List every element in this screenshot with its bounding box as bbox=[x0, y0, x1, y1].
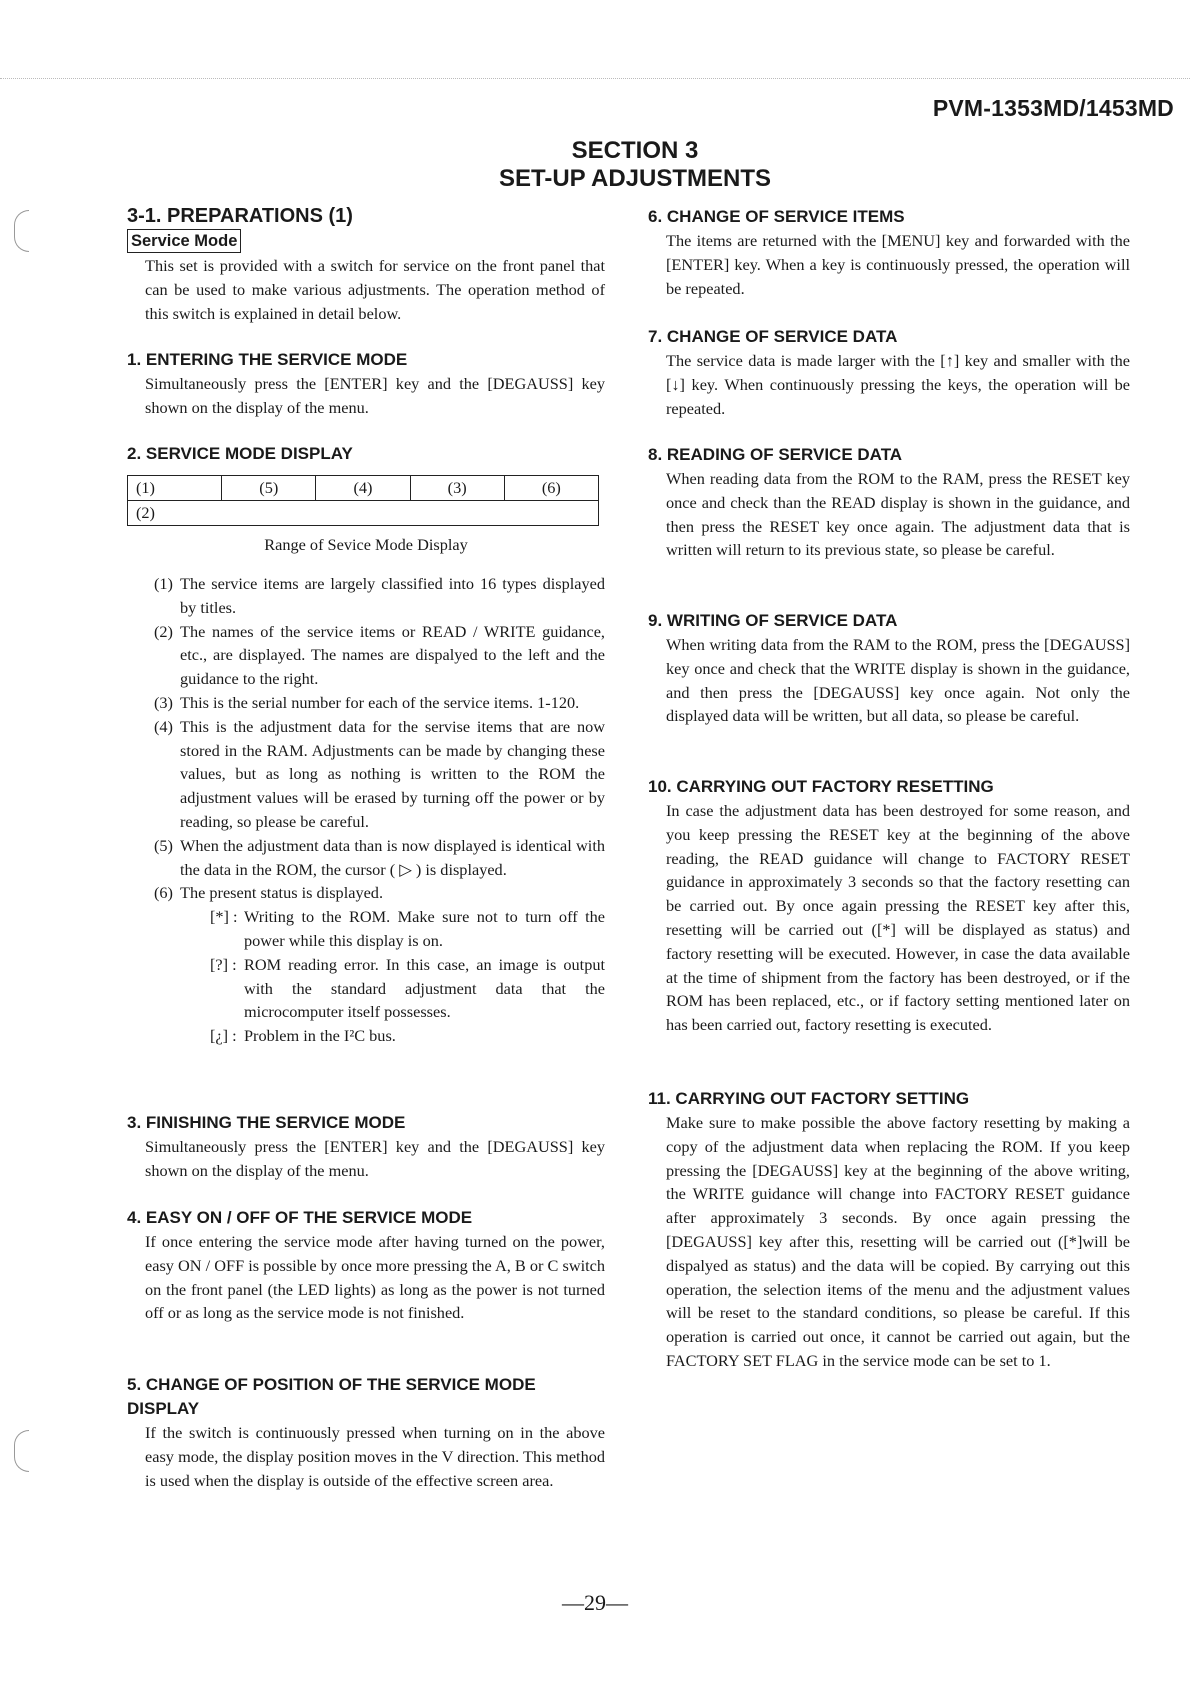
section-factory-resetting bbox=[648, 775, 1130, 1037]
section-heading: 2. SERVICE MODE DISPLAY bbox=[127, 444, 353, 463]
item-text: The service items are largely classified into 16 types displayed by titles. bbox=[180, 574, 605, 617]
preparations-section bbox=[127, 204, 605, 325]
section-change-service-data bbox=[648, 325, 1130, 420]
section-heading: 1. ENTERING THE SERVICE MODE bbox=[127, 350, 408, 369]
item-text: The names of the service items or READ / WRITE guidance, etc., are displayed. The names are dispalyed to the left and the guidance to the right. bbox=[180, 621, 605, 689]
item-number: (4) bbox=[154, 716, 173, 736]
status-item bbox=[210, 953, 605, 1024]
page-number: —29— bbox=[562, 1590, 628, 1615]
display-range-table bbox=[127, 475, 599, 526]
item-text: This is the serial number for each of the service items. 1-120. bbox=[180, 692, 580, 712]
section-writing-service-data bbox=[648, 609, 1130, 728]
status-item bbox=[210, 905, 605, 953]
section-number: SECTION 3 bbox=[571, 137, 699, 164]
section-heading: 5. CHANGE OF POSITION OF THE SERVICE MODE DISPLAY bbox=[127, 1375, 536, 1418]
paragraph: Make sure to make possible the above factory resetting by making a copy of the adjustment data when replacing the ROM. If you keep pressing the [DEGAUSS] key at the beginning of the above writing, the WRITE guidance will change into FACTORY RESET guidance after approximately 3 seconds. By once again pressing the [DEGAUSS] key after this, resetting will be carried out ([*]will be dispalyed as status) and the data will be copied. By carrying out this operation, the selection items of the menu and the adjustment values will be reset to the standard conditions, so please be careful. If this operation is carried out once, it cannot be carried out again, but the FACTORY SET FLAG in the service mode can be set to 1. bbox=[666, 1113, 1130, 1370]
section-change-service-items bbox=[648, 205, 1130, 300]
section-change-position bbox=[127, 1373, 605, 1492]
paragraph: In case the adjustment data has been destroyed for some reason, and you keep pressing the RESET key at the beginning of the above reading, the READ guidance will change to FACTORY RESET guidance in approximately 3 seconds so that the factory resetting can be carried out. By once again pressing the RESET key after this, resetting will be carried out ([*] will be displayed as status) and factory resetting will be executed. However, in case the data available at the time of shipment from the factory has been destroyed, or if the ROM has been replaced, etc., or if factory setting mentioned later on has been carried out, factory resetting is executed. bbox=[666, 801, 1130, 1035]
status-text: Writing to the ROM. Make sure not to turn off the power while this display is on. bbox=[244, 907, 605, 950]
section-heading: 3-1. PREPARATIONS (1) bbox=[127, 205, 353, 227]
section-heading: 6. CHANGE OF SERVICE ITEMS bbox=[648, 207, 905, 226]
item-text: When the adjustment data than is now displayed is identical with the data in the ROM, the cursor ( ▷ ) is displayed. bbox=[180, 835, 605, 879]
service-mode-label: Service Mode bbox=[127, 229, 241, 253]
section-entering-service-mode bbox=[127, 348, 605, 420]
paragraph: If once entering the service mode after having turned on the power, easy ON / OFF is possible by once more pressing the A, B or C switch on the front panel (the LED lights) as long as the power is not turned off or as long as the service mode is not finished. bbox=[145, 1232, 605, 1323]
scan-artifact-line bbox=[0, 78, 1190, 80]
list-item bbox=[154, 715, 605, 834]
section-heading: 11. CARRYING OUT FACTORY SETTING bbox=[648, 1089, 970, 1108]
table-cell: (1) bbox=[128, 476, 222, 501]
list-item bbox=[154, 691, 605, 715]
status-text: ROM reading error. In this case, an image is output with the standard adjustment data that the microcomputer itself possesses. bbox=[244, 954, 605, 1022]
section-reading-service-data bbox=[648, 443, 1130, 562]
section-heading: 3. FINISHING THE SERVICE MODE bbox=[127, 1113, 406, 1132]
item-number: (2) bbox=[154, 621, 173, 641]
item-text: The present status is displayed. bbox=[180, 883, 384, 903]
item-text: This is the adjustment data for the servise items that are now stored in the RAM. Adjustments can be made by changing these values, but as long as nothing is written to the ROM the adjustment values will be erased by turning off the power or by reading, so please be careful. bbox=[180, 716, 605, 831]
section-heading: 9. WRITING OF SERVICE DATA bbox=[648, 611, 898, 630]
binding-hole-mark bbox=[14, 1430, 29, 1472]
section-heading: 8. READING OF SERVICE DATA bbox=[648, 445, 903, 464]
page-title: SET-UP ADJUSTMENTS bbox=[498, 165, 772, 192]
table-cell: (4) bbox=[316, 476, 410, 501]
table-cell: (6) bbox=[504, 476, 598, 501]
item-number: (6) bbox=[154, 883, 173, 903]
section-easy-on-off bbox=[127, 1206, 605, 1325]
table-cell: (3) bbox=[410, 476, 504, 501]
status-item bbox=[210, 1024, 605, 1048]
paragraph: If the switch is continuously pressed when turning on in the above easy mode, the display position moves in the V direction. This method is used when the display is outside of the effective screen area. bbox=[145, 1423, 605, 1490]
list-item bbox=[154, 620, 605, 691]
list-item bbox=[154, 572, 605, 620]
status-symbol: [¿] : bbox=[210, 1026, 237, 1046]
paragraph: The items are returned with the [MENU] key and forwarded with the [ENTER] key. When a key is continuously pressed, the operation will be repeated. bbox=[666, 231, 1130, 298]
section-heading: 4. EASY ON / OFF OF THE SERVICE MODE bbox=[127, 1208, 473, 1227]
binding-hole-mark bbox=[14, 210, 29, 252]
status-text: Problem in the I²C bus. bbox=[244, 1026, 396, 1046]
table-cell: (2) bbox=[128, 501, 599, 526]
intro-paragraph: This set is provided with a switch for service on the front panel that can be used to make various adjustments. The operation method of this switch is explained in detail below. bbox=[145, 256, 605, 323]
paragraph: Simultaneously press the [ENTER] key and the [DEGAUSS] key shown on the display of the menu. bbox=[145, 374, 605, 417]
paragraph: When writing data from the RAM to the ROM, press the [DEGAUSS] key once and check that the WRITE display is shown in the guidance, and then press the [DEGAUSS] key once again. Not only the displayed data will be written, but all data, so please be careful. bbox=[666, 635, 1130, 726]
table-caption: Range of Sevice Mode Display bbox=[264, 535, 468, 554]
paragraph: Simultaneously press the [ENTER] key and the [DEGAUSS] key shown on the display of the menu. bbox=[145, 1137, 605, 1180]
section-service-mode-display bbox=[127, 442, 605, 1048]
table-cell: (5) bbox=[222, 476, 316, 501]
section-heading: 7. CHANGE OF SERVICE DATA bbox=[648, 327, 898, 346]
paragraph: The service data is made larger with the [↑] key and smaller with the [↓] key. When continuously pressing the keys, the operation will be repeated. bbox=[666, 351, 1130, 418]
list-item bbox=[154, 881, 605, 905]
section-factory-setting bbox=[648, 1087, 1130, 1373]
status-symbol: [*] : bbox=[210, 907, 238, 927]
item-number: (1) bbox=[154, 574, 173, 593]
item-number: (5) bbox=[154, 835, 173, 855]
list-item bbox=[154, 834, 605, 882]
model-number: PVM-1353MD/1453MD bbox=[932, 95, 1174, 121]
section-finishing-service-mode bbox=[127, 1111, 605, 1183]
paragraph: When reading data from the ROM to the RAM, press the RESET key once and check than the READ display is shown in the guidance, and then press the RESET key once again. The adjustment data that is written will return to its previous state, so please be careful. bbox=[666, 469, 1130, 560]
item-number: (3) bbox=[154, 692, 173, 712]
status-symbol: [?] : bbox=[210, 954, 237, 974]
section-heading: 10. CARRYING OUT FACTORY RESETTING bbox=[648, 777, 994, 796]
